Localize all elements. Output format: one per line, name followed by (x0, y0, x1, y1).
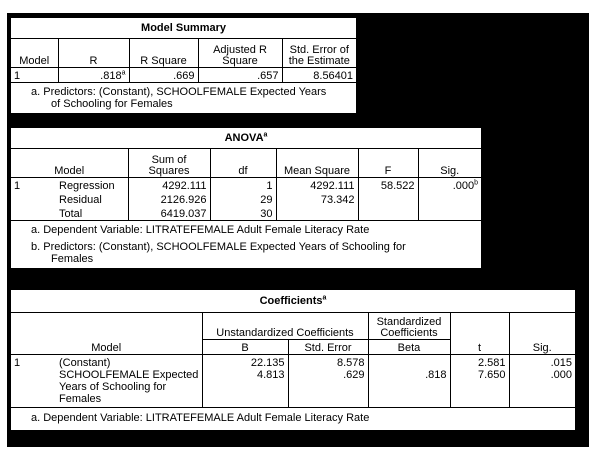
anova-header-sig: Sig. (418, 149, 481, 178)
model-summary-footnote: a. Predictors: (Constant), SCHOOLFEMALE Expected Years of Schooling for Females (31, 86, 327, 110)
cell-df: 30 (210, 206, 276, 221)
anova-table (11, 128, 481, 268)
header-model: Model (19, 55, 50, 67)
header-sig: Sig. (509, 339, 575, 354)
anova-footnote-row (11, 221, 481, 239)
anova-title: ANOVA$^a$ (224, 131, 268, 144)
header-unstandardized-coefficients: Unstandardized Coefficients (202, 313, 368, 340)
cell-f (358, 206, 418, 221)
anova-header-df: df (210, 149, 276, 178)
cell-t: 2.581 (450, 354, 509, 369)
row-label: SCHOOLFEMALE Expected Years of Schooling for Females (59, 368, 199, 405)
anova-footnote-row (11, 238, 481, 268)
cell-sig: .000 (509, 369, 575, 408)
anova-header-sum-of-squares: Sum of Squares (128, 149, 210, 178)
model-summary-header-row (11, 39, 356, 68)
cell-std-error: .629 (288, 369, 368, 408)
anova-footnote-b: b. Predictors: (Constant), SCHOOLFEMALE Expected Years of Schooling for Females (31, 241, 406, 265)
cell-mean-square: 4292.111 (276, 178, 358, 193)
anova-header-row (11, 149, 481, 178)
cell-sig: .000$^b$ (418, 178, 481, 193)
table-row (11, 206, 481, 221)
table-row (11, 354, 575, 369)
cell-b: 22.135 (202, 354, 288, 369)
coefficients-footnote: a. Dependent Variable: LITRATEFEMALE Adult Female Literacy Rate (31, 411, 370, 424)
header-b: B (202, 339, 288, 354)
cell-adj-r-square: .657 (198, 68, 282, 83)
anova-header-mean-square: Mean Square (276, 149, 358, 178)
coefficients-title-row (11, 290, 575, 313)
cell-sum-of-squares: 2126.926 (128, 192, 210, 206)
cell-sum-of-squares: 4292.111 (128, 178, 210, 193)
cell-std-error: 8.578 (288, 354, 368, 369)
cell-f: 58.522 (358, 178, 418, 193)
cell-beta: .818 (368, 369, 450, 408)
cell-sum-of-squares: 6419.037 (128, 206, 210, 221)
header-std-error-estimate: Std. Error of the Estimate (282, 39, 356, 68)
cell-mean-square: 73.342 (276, 192, 358, 206)
cell-b: 4.813 (202, 369, 288, 408)
cell-sig: .015 (509, 354, 575, 369)
coefficients-footnote-row (11, 407, 575, 430)
row-label: (Constant) (59, 356, 111, 369)
header-r: R (58, 39, 129, 68)
model-summary-table (11, 18, 356, 113)
header-r-square: R Square (129, 39, 198, 68)
row-label: Regression (59, 180, 115, 192)
cell-df: 29 (210, 192, 276, 206)
model-summary-data-row (11, 68, 356, 83)
cell-sig (418, 192, 481, 206)
header-standardized-coefficients: Standardized Coefficients (368, 313, 450, 340)
header-beta: Beta (368, 339, 450, 354)
anova-header-model: Model (54, 165, 85, 177)
cell-df: 1 (210, 178, 276, 193)
coef-model-number: 1 (14, 356, 21, 369)
anova-model-number: 1 (14, 180, 21, 192)
cell-f (358, 192, 418, 206)
model-summary-footnote-row (11, 83, 356, 114)
header-std-error: Std. Error (288, 339, 368, 354)
coef-header-model: Model (91, 341, 122, 354)
table-row (11, 369, 575, 408)
coefficients-header-row-2 (11, 339, 575, 354)
coefficients-table (11, 290, 575, 430)
coefficients-header-row-1 (11, 313, 575, 340)
row-label: Residual (59, 194, 102, 206)
table-row (11, 178, 481, 193)
cell-r: .818$^a$ (58, 68, 129, 83)
anova-header-f: F (358, 149, 418, 178)
cell-t: 7.650 (450, 369, 509, 408)
cell-r-square: .669 (129, 68, 198, 83)
cell-beta (368, 354, 450, 369)
header-t: t (450, 339, 509, 354)
table-row (11, 192, 481, 206)
cell-model: 1 (14, 70, 21, 82)
row-label: Total (59, 208, 83, 220)
cell-std-error: 8.56401 (282, 68, 356, 83)
anova-title-row (11, 128, 481, 149)
header-adjusted-r-square: Adjusted R Square (198, 39, 282, 68)
coefficients-title: Coefficients$^a$ (259, 294, 327, 307)
model-summary-title-row (11, 18, 356, 39)
model-summary-title: Model Summary (141, 22, 226, 34)
cell-mean-square (276, 206, 358, 221)
cell-sig (418, 206, 481, 221)
anova-footnote-a: a. Dependent Variable: LITRATEFEMALE Adult Female Literacy Rate (31, 224, 370, 236)
